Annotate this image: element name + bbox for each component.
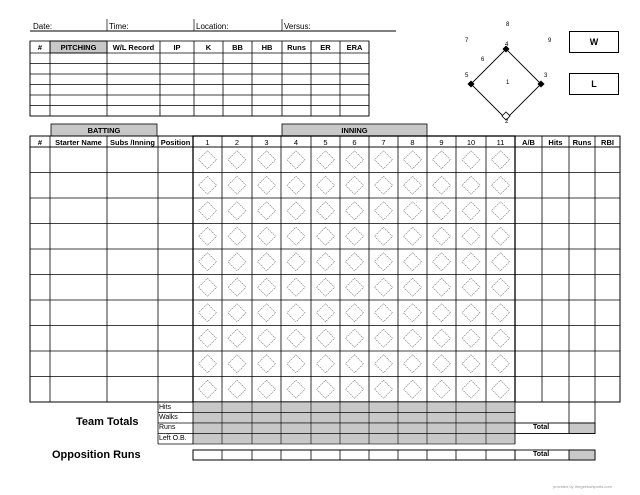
at-bat-diamond [199,202,217,220]
at-bat-diamond [433,176,451,194]
at-bat-diamond [287,278,305,296]
at-bat-diamond [433,380,451,398]
batting-header-1: Starter Name [55,137,102,147]
pitching-header-4: K [205,43,212,52]
totals-shaded-row [193,413,515,424]
at-bat-diamond [199,329,217,347]
at-bat-diamond [346,355,364,373]
at-bat-diamond [287,355,305,373]
inning-title: INNING [341,126,368,135]
at-bat-diamond [199,176,217,194]
at-bat-diamond [375,151,393,169]
at-bat-diamond [258,304,276,322]
field-position-2: 2 [505,119,509,125]
totals-shaded-row [193,423,515,434]
at-bat-diamond [258,151,276,169]
at-bat-diamond [287,304,305,322]
at-bat-diamond [346,176,364,194]
at-bat-diamond [375,202,393,220]
at-bat-diamond [258,355,276,373]
at-bat-diamond [199,355,217,373]
at-bat-diamond [346,151,364,169]
at-bat-diamond [317,329,335,347]
at-bat-diamond [404,227,422,245]
totals-row-walks: Walks [159,414,178,421]
field-position-6: 6 [481,57,485,63]
at-bat-diamond [404,176,422,194]
totals-row-hits: Hits [159,404,172,411]
batting-header-2: Subs /Inning [110,137,155,147]
time-label: Time: [109,22,129,31]
at-bat-diamond [346,202,364,220]
at-bat-diamond [433,278,451,296]
at-bat-diamond [199,278,217,296]
batting-header-0: # [37,137,43,147]
at-bat-diamond [375,176,393,194]
innings-block-border [193,136,515,402]
at-bat-diamond [346,380,364,398]
at-bat-diamond [462,329,480,347]
at-bat-diamond [492,304,510,322]
footer-credit: provided by thegeekofsports.com [553,484,612,489]
at-bat-diamond [228,176,246,194]
at-bat-diamond [433,355,451,373]
inning-number-10: 10 [466,137,476,147]
loss-box[interactable] [569,73,619,95]
at-bat-diamond [228,278,246,296]
at-bat-diamond [404,380,422,398]
at-bat-diamond [317,278,335,296]
at-bat-diamond [287,329,305,347]
pitching-header-0: # [37,43,43,52]
inning-number-5: 5 [323,137,328,147]
at-bat-diamond [258,253,276,271]
inning-number-1: 1 [205,137,210,147]
at-bat-diamond [404,253,422,271]
pitching-header-5: BB [232,43,243,52]
win-box[interactable] [569,31,619,53]
at-bat-diamond [433,304,451,322]
at-bat-diamond [462,151,480,169]
at-bat-diamond [228,227,246,245]
at-bat-diamond [492,202,510,220]
inning-number-7: 7 [381,137,386,147]
at-bat-diamond [317,151,335,169]
at-bat-diamond [492,278,510,296]
at-bat-diamond [317,355,335,373]
scoring-grid-border [30,136,620,402]
at-bat-diamond [375,355,393,373]
at-bat-diamond [462,304,480,322]
at-bat-diamond [199,253,217,271]
at-bat-diamond [258,380,276,398]
inning-number-11: 11 [496,137,505,147]
at-bat-diamond [433,253,451,271]
pitching-header-1: PITCHING [60,43,97,52]
opposition-total-label: Total [533,451,550,458]
at-bat-diamond [492,253,510,271]
inning-number-9: 9 [439,137,444,147]
stats-header-2: Runs [572,137,592,147]
at-bat-diamond [375,380,393,398]
at-bat-diamond [346,227,364,245]
opposition-total-value [569,450,595,460]
pitching-header-2: W/L Record [112,43,155,52]
at-bat-diamond [346,278,364,296]
at-bat-diamond [462,176,480,194]
at-bat-diamond [228,202,246,220]
at-bat-diamond [462,380,480,398]
at-bat-diamond [258,329,276,347]
at-bat-diamond [258,202,276,220]
at-bat-diamond [433,202,451,220]
batting-header-3: Position [160,137,191,147]
at-bat-diamond [375,304,393,322]
at-bat-diamond [317,176,335,194]
at-bat-diamond [317,202,335,220]
at-bat-diamond [228,329,246,347]
at-bat-diamond [375,278,393,296]
at-bat-diamond [492,227,510,245]
at-bat-diamond [317,380,335,398]
totals-row-left-ob: Left O.B. [159,435,187,442]
at-bat-diamond [258,278,276,296]
at-bat-diamond [433,227,451,245]
stats-header-1: Hits [548,137,563,147]
at-bat-diamond [258,227,276,245]
at-bat-diamond [317,253,335,271]
team-total-label: Total [533,424,550,431]
at-bat-diamond [346,253,364,271]
at-bat-diamond [228,355,246,373]
batting-title: BATTING [87,126,121,135]
field-position-5: 5 [465,73,469,79]
opposition-runs-label: Opposition Runs [52,449,141,461]
at-bat-diamond [375,329,393,347]
at-bat-diamond [404,304,422,322]
inning-number-2: 2 [234,137,240,147]
team-totals-label: Team Totals [76,416,139,428]
at-bat-diamond [228,151,246,169]
pitching-header-7: Runs [287,43,306,52]
versus-label: Versus: [284,22,311,31]
at-bat-diamond [287,151,305,169]
at-bat-diamond [462,278,480,296]
at-bat-diamond [492,329,510,347]
at-bat-diamond [287,202,305,220]
field-position-7: 7 [465,38,469,44]
inning-number-4: 4 [293,137,299,147]
date-label: Date: [33,22,53,31]
at-bat-diamond [199,380,217,398]
at-bat-diamond [199,151,217,169]
at-bat-diamond [462,355,480,373]
field-position-9: 9 [548,38,552,44]
at-bat-diamond [433,151,451,169]
field-position-4: 4 [505,42,509,48]
stats-header-3: RBI [601,137,614,147]
at-bat-diamond [287,253,305,271]
at-bat-diamond [404,329,422,347]
team-total-value [569,423,595,434]
inning-number-6: 6 [352,137,357,147]
at-bat-diamond [404,355,422,373]
at-bat-diamond [462,227,480,245]
totals-shaded-row [193,402,515,413]
pitching-header-9: ERA [346,43,363,52]
at-bat-diamond [287,227,305,245]
pitching-header-3: IP [173,43,181,52]
at-bat-diamond [346,329,364,347]
win-label: W [589,37,599,47]
loss-label: L [591,79,597,89]
at-bat-diamond [404,278,422,296]
at-bat-diamond [375,253,393,271]
at-bat-diamond [433,329,451,347]
inning-number-3: 3 [264,137,269,147]
inning-number-8: 8 [410,137,415,147]
pitching-header-8: ER [320,43,331,52]
at-bat-diamond [375,227,393,245]
at-bat-diamond [287,380,305,398]
at-bat-diamond [228,380,246,398]
field-position-8: 8 [506,22,510,28]
totals-row-runs: Runs [159,424,176,431]
totals-shaded-row [193,434,515,445]
at-bat-diamond [404,151,422,169]
at-bat-diamond [287,176,305,194]
at-bat-diamond [462,253,480,271]
at-bat-diamond [492,355,510,373]
at-bat-diamond [258,176,276,194]
at-bat-diamond [492,380,510,398]
pitching-header-6: HB [261,43,273,52]
at-bat-diamond [199,227,217,245]
location-label: Location: [196,22,229,31]
at-bat-diamond [228,253,246,271]
at-bat-diamond [462,202,480,220]
at-bat-diamond [228,304,246,322]
at-bat-diamond [404,202,422,220]
at-bat-diamond [317,304,335,322]
opposition-row [193,450,515,460]
at-bat-diamond [346,304,364,322]
at-bat-diamond [199,304,217,322]
field-position-3: 3 [544,73,548,79]
at-bat-diamond [492,176,510,194]
stats-header-0: A/B [522,137,535,147]
at-bat-diamond [492,151,510,169]
at-bat-diamond [317,227,335,245]
field-position-1: 1 [506,80,510,86]
